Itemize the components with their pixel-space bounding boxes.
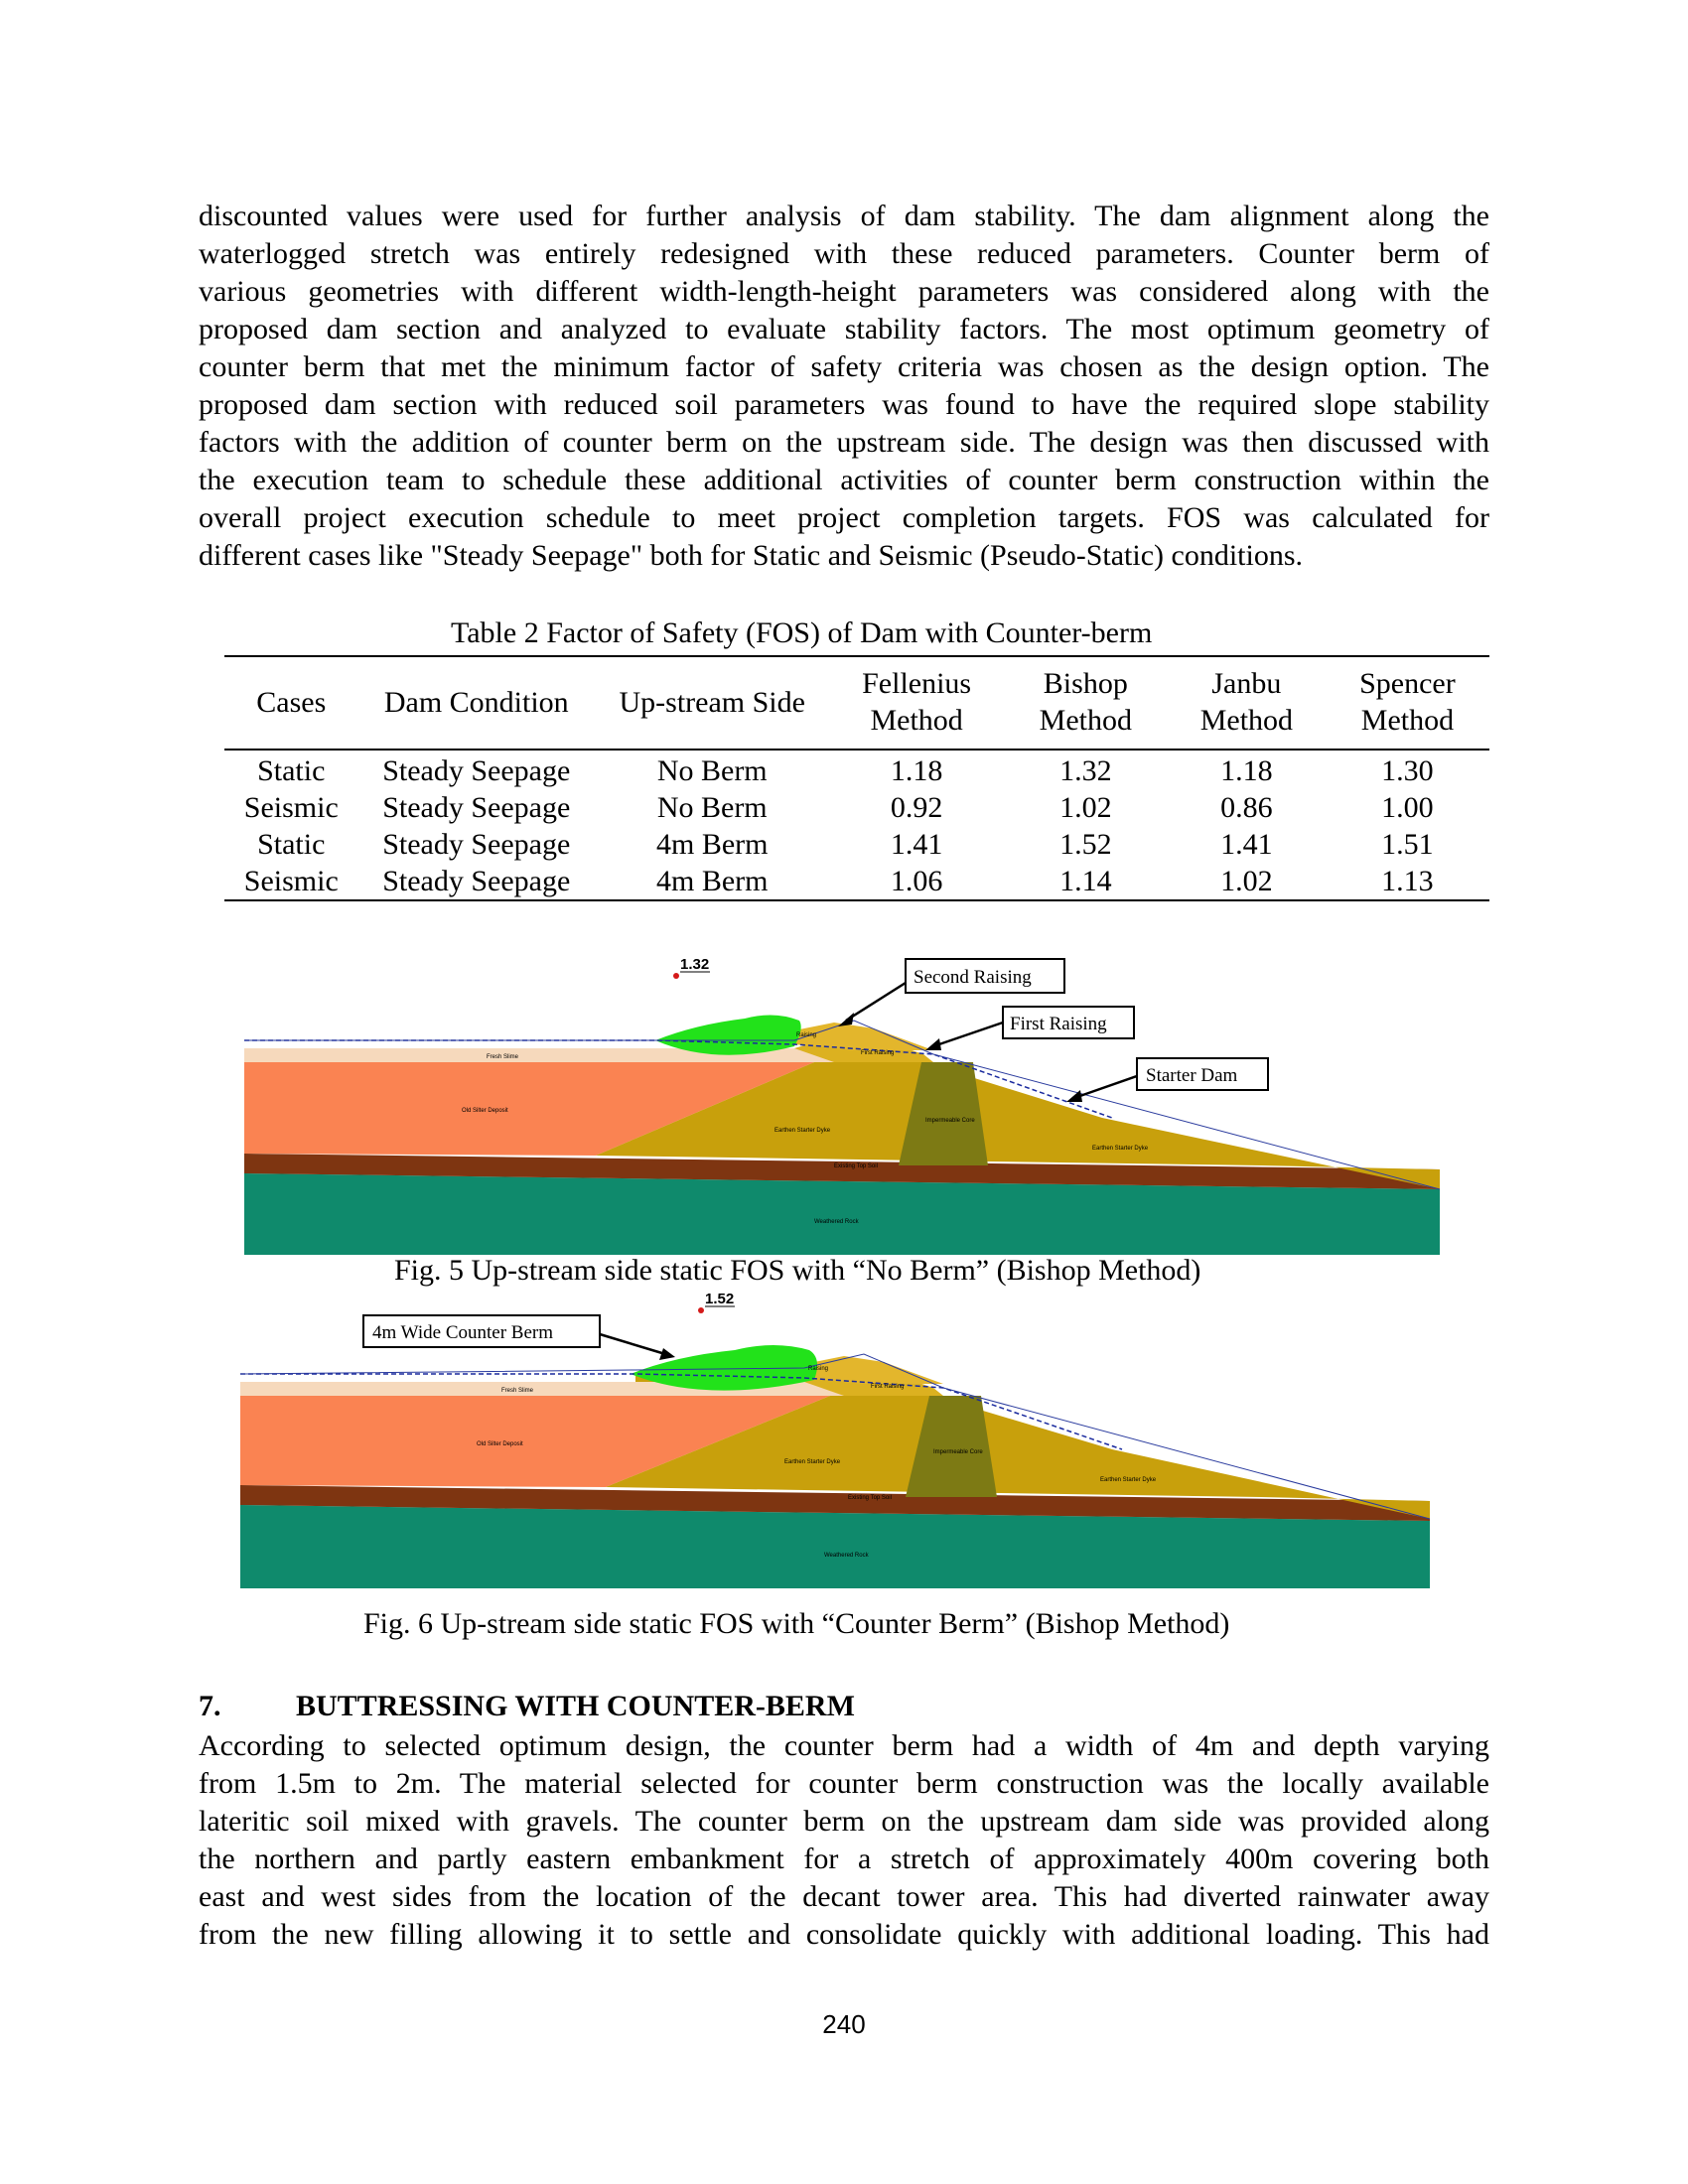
section-heading <box>199 1690 855 1723</box>
arrow-starter <box>1074 1076 1137 1098</box>
cell: 4m Berm <box>655 865 769 897</box>
text-line: the northern and partly eastern embankment for a stretch of approximately 400m covering both <box>199 1843 1489 1875</box>
fig5-diagram <box>238 955 1450 1255</box>
cell: Steady Seepage <box>382 865 571 897</box>
text-line: the execution team to schedule these additional activities of counter berm construction within the <box>199 464 1489 496</box>
label-starter-dyke-right: Earthen Starter Dyke <box>1100 1477 1157 1483</box>
label-rock: Weathered Rock <box>814 1219 859 1225</box>
text-line: proposed dam section and analyzed to evaluate stability factors. The most optimum geometry of <box>199 313 1489 345</box>
cell: Static <box>257 828 326 861</box>
cell: 1.02 <box>1059 791 1112 824</box>
figure-5-caption: Fig. 5 Up-stream side static FOS with “No Berm” (Bishop Method) <box>394 1254 1201 1287</box>
label-fresh-slime: Fresh Slime <box>487 1054 519 1060</box>
table-row <box>224 789 1489 826</box>
cell: Seismic <box>243 865 339 897</box>
cell: 1.52 <box>1059 828 1112 861</box>
label-raising: Raising <box>796 1032 817 1038</box>
figure-5-dam-section <box>238 955 1450 1255</box>
header-dam-condition: Dam Condition <box>358 656 595 750</box>
table-header-row <box>224 656 1489 750</box>
label-starter-dyke-right: Earthen Starter Dyke <box>1092 1146 1149 1152</box>
cell: 1.18 <box>890 754 943 787</box>
label-first-raising: First Raising <box>871 1384 905 1390</box>
section-7-paragraph <box>199 1727 1489 1954</box>
cell: 1.41 <box>890 828 943 861</box>
cell: No Berm <box>656 754 768 787</box>
header-cases: Cases <box>224 656 358 750</box>
fresh-slime-layer <box>244 1048 874 1062</box>
label-starter-dyke: Earthen Starter Dyke <box>784 1459 841 1465</box>
text-line: from the new filling allowing it to settle and consolidate quickly with additional loading. This had <box>199 1918 1489 1951</box>
section-number: 7. <box>199 1690 221 1722</box>
text-line: from 1.5m to 2m. The material selected for counter berm construction was the locally available <box>199 1767 1489 1800</box>
cell: 0.86 <box>1220 791 1273 824</box>
cell: 1.32 <box>1059 754 1112 787</box>
arrow-second <box>846 983 906 1021</box>
arrowhead-berm <box>659 1348 675 1360</box>
cell: Steady Seepage <box>382 791 571 824</box>
text-line: various geometries with different width-length-height parameters was considered along with the <box>199 275 1489 308</box>
cell: Static <box>257 754 326 787</box>
label-topsoil: Existing Top Soil <box>834 1163 878 1169</box>
text-line: waterlogged stretch was entirely redesigned with these reduced parameters. Counter berm of <box>199 237 1489 270</box>
fos-center-dot <box>673 973 679 979</box>
cell: 1.14 <box>1059 865 1112 897</box>
figure-6-caption: Fig. 6 Up-stream side static FOS with “Counter Berm” (Bishop Method) <box>363 1607 1230 1640</box>
callout-first-raising: First Raising <box>1010 1014 1107 1034</box>
cell: 1.02 <box>1220 865 1273 897</box>
label-core: Impermeable Core <box>933 1449 983 1455</box>
header-spencer: Spencer Method <box>1326 656 1489 750</box>
label-core: Impermeable Core <box>925 1118 975 1124</box>
fos-value: 1.32 <box>680 956 710 973</box>
arrow-first <box>933 1023 1003 1046</box>
label-fresh-slime: Fresh Slime <box>501 1388 534 1394</box>
cell: 1.41 <box>1220 828 1273 861</box>
text-line: counter berm that met the minimum factor of safety criteria was chosen as the design option. The <box>199 350 1489 383</box>
section-title: BUTTRESSING WITH COUNTER-BERM <box>296 1690 855 1722</box>
label-rock: Weathered Rock <box>824 1553 869 1559</box>
page-number: 240 <box>822 2009 866 2039</box>
cell: 0.92 <box>890 791 943 824</box>
cell: 4m Berm <box>655 828 769 861</box>
label-raising: Raising <box>808 1366 829 1372</box>
fos-table <box>224 655 1489 901</box>
figure-6-dam-section <box>238 1291 1450 1588</box>
label-starter-dyke: Earthen Starter Dyke <box>774 1128 831 1134</box>
text-line: overall project execution schedule to meet project completion targets. FOS was calculated for <box>199 501 1489 534</box>
label-first-raising: First Raising <box>861 1050 895 1056</box>
label-old-silt: Old Silter Deposit <box>477 1441 523 1447</box>
fos-value: 1.52 <box>705 1291 735 1307</box>
cell: 1.18 <box>1220 754 1273 787</box>
table-row <box>224 863 1489 900</box>
callout-counter-berm: 4m Wide Counter Berm <box>372 1322 553 1343</box>
header-janbu: Janbu Method <box>1168 656 1326 750</box>
cell: Steady Seepage <box>382 828 571 861</box>
text-line: east and west sides from the location of the decant tower area. This had diverted rainwater away <box>199 1880 1489 1913</box>
cell: 1.00 <box>1381 791 1434 824</box>
text-line: different cases like "Steady Seepage" both for Static and Seismic (Pseudo-Static) conditions. <box>199 539 1304 572</box>
text-line: lateritic soil mixed with gravels. The counter berm on the upstream dam side was provided along <box>199 1805 1489 1838</box>
table-caption: Table 2 Factor of Safety (FOS) of Dam with Counter-berm <box>451 616 1153 649</box>
label-old-silt: Old Silter Deposit <box>462 1108 508 1114</box>
cell: Seismic <box>243 791 339 824</box>
header-upstream-side: Up-stream Side <box>595 656 829 750</box>
callout-starter-dam: Starter Dam <box>1146 1065 1238 1086</box>
text-line: According to selected optimum design, the counter berm had a width of 4m and depth varying <box>199 1729 1489 1762</box>
intro-paragraph <box>199 198 1489 575</box>
table-row <box>224 826 1489 863</box>
arrowhead-second <box>838 1013 854 1026</box>
cell: No Berm <box>656 791 768 824</box>
label-topsoil: Existing Top Soil <box>848 1495 892 1501</box>
table-row <box>224 750 1489 789</box>
text-line: factors with the addition of counter berm on the upstream side. The design was then discussed with <box>199 426 1489 459</box>
cell: 1.30 <box>1381 754 1434 787</box>
cell: 1.13 <box>1381 865 1434 897</box>
callout-second-raising: Second Raising <box>914 967 1032 988</box>
arrowhead-first <box>925 1038 941 1050</box>
fig6-diagram <box>238 1291 1450 1588</box>
header-bishop: Bishop Method <box>1004 656 1168 750</box>
text-line: proposed dam section with reduced soil parameters was found to have the required slope stability <box>199 388 1489 421</box>
arrow-berm <box>600 1334 665 1354</box>
cell: 1.06 <box>890 865 943 897</box>
cell: Steady Seepage <box>382 754 571 787</box>
fos-center-dot <box>698 1307 704 1313</box>
text-line: discounted values were used for further analysis of dam stability. The dam alignment along the <box>199 200 1489 232</box>
cell: 1.51 <box>1381 828 1434 861</box>
header-fellenius: Fellenius Method <box>829 656 1003 750</box>
